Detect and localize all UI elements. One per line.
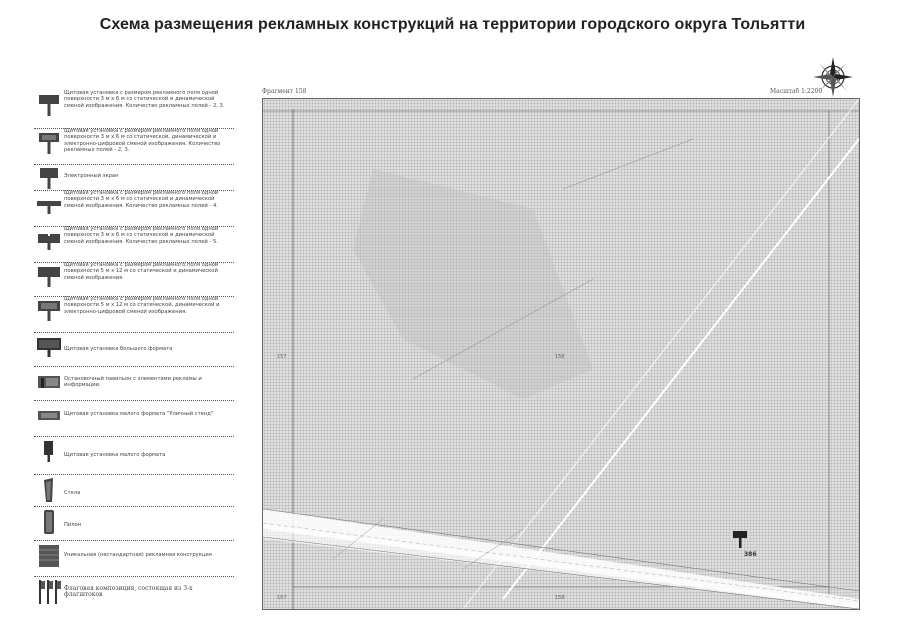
scale-label: Масштаб 1:2200 bbox=[770, 88, 823, 95]
billboard-3x6-digital-icon bbox=[36, 130, 62, 156]
legend-item bbox=[34, 366, 234, 401]
legend-item bbox=[34, 400, 234, 437]
large-format-billboard-icon bbox=[36, 334, 62, 360]
legend-item-text: Щитовая установка малого формата bbox=[64, 452, 166, 458]
block-label: 157 bbox=[277, 354, 287, 360]
block-label: 158 bbox=[555, 595, 565, 601]
legend-item-text: Стела bbox=[64, 490, 81, 496]
street-stand-icon bbox=[36, 402, 62, 428]
fragment-label: Фрагмент 158 bbox=[262, 88, 307, 95]
unique-construction-icon bbox=[36, 542, 62, 568]
stele-icon bbox=[36, 476, 62, 502]
legend-item bbox=[34, 226, 234, 263]
legend-item bbox=[34, 128, 234, 165]
legend-item bbox=[34, 90, 234, 129]
billboard-5x12-digital-icon bbox=[36, 298, 62, 324]
construction-number[interactable]: 386 bbox=[744, 551, 757, 558]
legend-item bbox=[34, 296, 234, 333]
bus-stop-pavilion-icon bbox=[36, 368, 62, 394]
legend-item-text: Пилон bbox=[64, 522, 82, 528]
legend-item-text: Остановочный павильон с элементами рекламы и информации. bbox=[64, 376, 202, 389]
legend-item bbox=[34, 332, 234, 367]
map-fragment bbox=[262, 98, 860, 610]
billboard-3x6-icon bbox=[36, 92, 62, 118]
legend-item-text: Уникальная (нестандартная) рекламная конструкция bbox=[64, 552, 212, 558]
legend-item-text: Щитовая установка большого формата bbox=[64, 346, 173, 352]
block-label: 158 bbox=[555, 354, 565, 360]
legend-item-text: Электронный экран bbox=[64, 173, 119, 179]
legend-item-text: Щитовая установка с размером рекламного поля одной поверхности 5 м х 12 м со статической, динамической и электронно-цифровой сменой изображения. bbox=[64, 296, 220, 315]
billboard-3x6-5-fields-icon bbox=[36, 228, 62, 254]
legend-item-text: Щитовая установка малого формата "Уличный стенд" bbox=[64, 411, 214, 417]
billboard-3x6-4-fields-icon bbox=[36, 192, 62, 218]
legend-item bbox=[34, 436, 234, 475]
legend-item-text: Щитовая установка с размером рекламного поля одной поверхности 3 м х 6 м со статической и динамической сменой изображения. Количество рекламных полей - 4. bbox=[64, 190, 219, 209]
legend-item bbox=[34, 262, 234, 297]
legend-item bbox=[34, 190, 234, 227]
legend-item-text: Флаговая композиция, состоящая из 3-х флагштоков bbox=[64, 585, 193, 599]
electronic-screen-icon bbox=[36, 166, 62, 192]
legend-item bbox=[34, 164, 234, 191]
legend-item bbox=[34, 540, 234, 577]
legend-item bbox=[34, 474, 234, 507]
small-format-billboard-icon bbox=[36, 438, 62, 464]
legend-item bbox=[34, 506, 234, 541]
block-label: 157 bbox=[277, 595, 287, 601]
page-title: Схема размещения рекламных конструкций на территории городского округа Тольятти bbox=[99, 16, 806, 33]
legend-item-text: Щитовая установка с размером рекламного поля одной поверхности 3 м х 6 м со статической, динамической и электронно-цифровой сменой изображения. Количество рекламных полей - 2, 3. bbox=[64, 128, 221, 154]
legend-item bbox=[34, 576, 234, 606]
billboard-5x12-icon bbox=[36, 264, 62, 290]
flag-composition-icon bbox=[36, 578, 62, 604]
legend-item-text: Щитовая установка с размером рекламного поля одной поверхности 3 м х 6 м со статической и динамической сменой изображения. Количество рекламных полей - 5. bbox=[64, 226, 219, 245]
legend-item-text: Щитовая установка с размером рекламного поля одной поверхности 3 м х 6 м со статической и динамической сменой изображения. Количество рекламных полей - 2, 3. bbox=[64, 90, 225, 109]
legend-item-text: Щитовая установка с размером рекламного поля одной поверхности 5 м х 12 м со статической и динамической сменой изображения. bbox=[64, 262, 219, 281]
pylon-icon bbox=[36, 508, 62, 534]
